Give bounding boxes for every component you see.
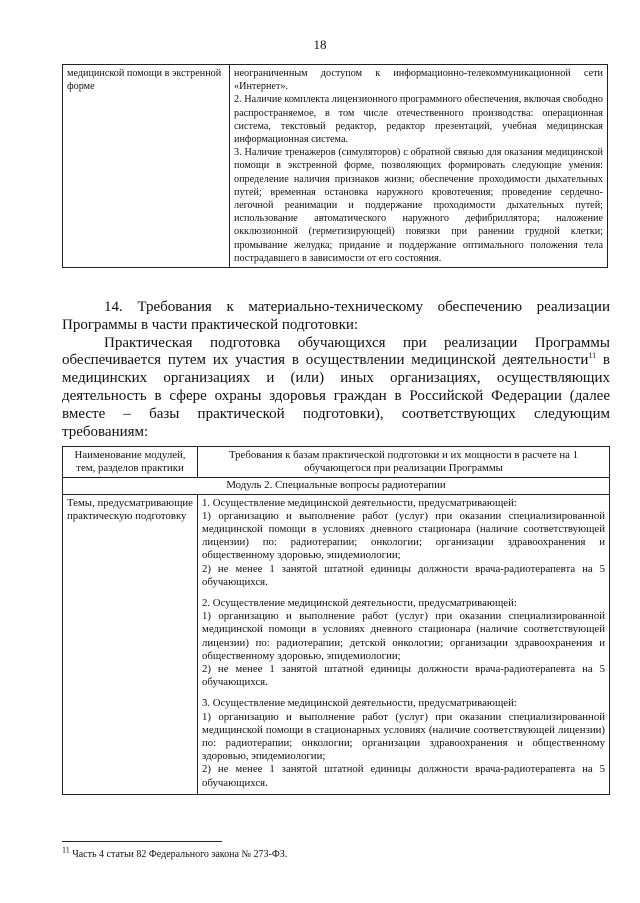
requirement-line: 2. Осуществление медицинской деятельности, предусматривающей: (202, 597, 517, 610)
section-14 (62, 299, 610, 441)
footnote-ref: 11 (588, 351, 597, 361)
page-number: 18 (313, 37, 327, 52)
section-heading: 14. Требования к материально-техническому обеспечению реализации Программы в части практической подготовки: (62, 299, 610, 333)
requirement-line: 1) организацию и выполнение работ (услуг) при оказании специализированной медицинской помощи в стационарных условиях (наличие соответствующей лицензии) по: радиотерапии; онкологии; организации здравоохранения и общественному здоровью, эпидемиологии; (202, 710, 605, 763)
module-title: Модуль 2. Специальные вопросы радиотерапии (63, 478, 610, 494)
footnote (62, 845, 288, 860)
table-row (63, 65, 608, 268)
footnote-number: 11 (62, 845, 70, 855)
section-label-cell: медицинской помощи в экстренной форме (63, 65, 230, 268)
requirement-line: 1) организацию и выполнение работ (услуг) при оказании специализированной медицинской помощи в условиях дневного стационара (наличие соответствующей лицензии) по: радиотерапии; онкологии; организации здравоохранения и общественному здоровью, эпидемиологии; (202, 509, 605, 562)
header-col-modules: Наименование модулей, тем, разделов практики (63, 447, 198, 478)
requirement-paragraph: неограниченным доступом к информационно-телекоммуникационной сети «Интернет». (234, 68, 603, 93)
section-paragraph (62, 335, 610, 442)
paragraph-text-end: в медицинских организациях и (или) иных организациях, осуществляющих деятельность в сфере охраны здоровья граждан в Российской Федерации (далее вместе – базы практической подготовки), соответствующих следующим требованиям: (62, 352, 610, 440)
requirement-line: 2) не менее 1 занятой штатной единицы должности врача-радиотерапевта на 5 обучающихся. (202, 763, 605, 789)
requirement-line: 1. Осуществление медицинской деятельности, предусматривающей: (202, 496, 517, 509)
table-header-row (63, 447, 610, 478)
practice-bases-table (62, 446, 610, 795)
equipment-table-continued (62, 64, 608, 268)
requirement-block (202, 497, 605, 589)
requirement-line: 2) не менее 1 занятой штатной единицы должности врача-радиотерапевта на 5 обучающихся. (202, 663, 605, 689)
requirement-block (202, 697, 605, 789)
footnote-text: Часть 4 статьи 82 Федерального закона № 273-ФЗ. (69, 849, 288, 860)
requirement-line: 2) не менее 1 занятой штатной единицы должности врача-радиотерапевта на 5 обучающихся. (202, 562, 605, 588)
requirement-paragraph: 2. Наличие комплекта лицензионного программного обеспечения, включая свободно распространяемое, в том числе отечественного производства: операционная система, текстовый редактор, редактор презентаций, учебная медицинская информационная система. (234, 94, 603, 146)
header-col-requirements: Требования к базам практической подготовки и их мощности в расчете на 1 обучающегося при реализации Программы (198, 447, 610, 478)
paragraph-text-start: Практическая подготовка обучающихся при реализации Программы обеспечивается путем их участия в осуществлении медицинской деятельности (62, 334, 610, 369)
table-row (63, 494, 610, 794)
requirements-cell (230, 65, 608, 268)
requirement-line: 3. Осуществление медицинской деятельности, предусматривающей: (202, 697, 517, 710)
module-row (63, 478, 610, 494)
footnote-divider (62, 841, 222, 842)
requirement-paragraph: 3. Наличие тренажеров (симуляторов) с обратной связью для оказания медицинской помощи в экстренной форме, позволяющих формировать следующие умения: определение наличия признаков жизни; обеспечение проходимости дыхательных путей; временная остановка наружного кровотечения; проведение сердечно-легочной реанимации и поддержание проходимости дыхательных путей; использование автоматического наружного дефибриллятора; наложение окклюзионной (герметизирующей) повязки при ранении грудной клетки; промывание желудка; придание и поддержание оптимального положения тела пострадавшего в зависимости от его состояния. (234, 147, 603, 264)
requirement-line: 1) организацию и выполнение работ (услуг) при оказании специализированной медицинской помощи в условиях дневного стационара (наличие соответствующей лицензии) по: радиотерапии; детской онкологии; организации здравоохранения и общественному здоровью, эпидемиологии; (202, 610, 605, 662)
requirements-cell (198, 494, 610, 794)
row-label: Темы, предусматривающие практическую подготовку (63, 494, 198, 794)
requirement-block (202, 597, 605, 689)
